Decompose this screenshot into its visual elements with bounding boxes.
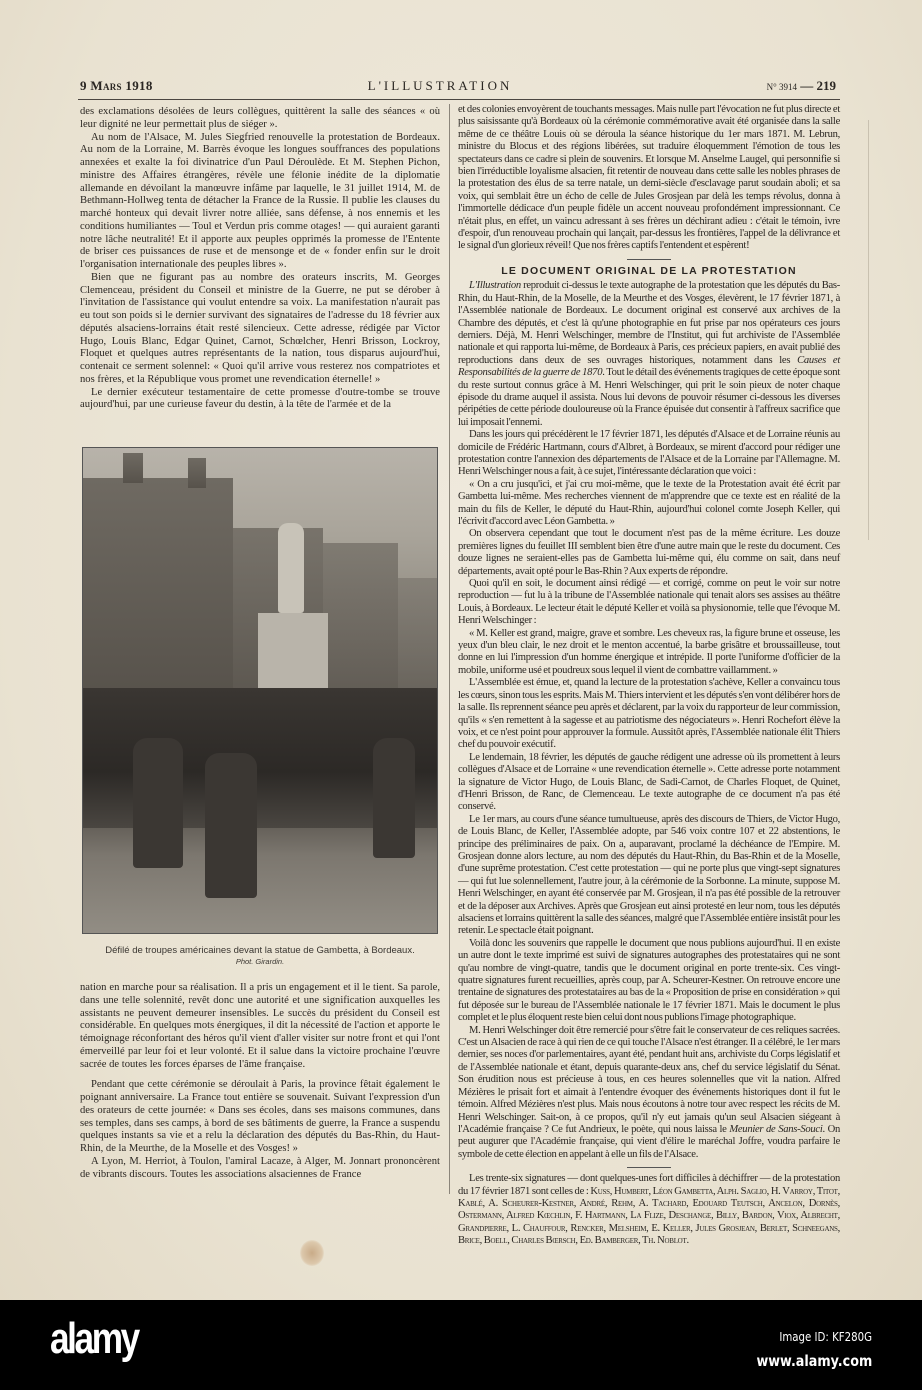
paragraph: A Lyon, M. Herriot, à Toulon, l'amiral Lacaze, à Alger, M. Jonnart prononcèrent de vibrants discours. Toutes les associations alsaciennes de France [80,1155,440,1180]
paragraph: Le dernier exécuteur testamentaire de cette promesse d'outre-tombe se trouve aujourd'hui, par une curieuse faveur du destin, à la tête de l'armée et de la [80,386,440,411]
alamy-logo: alamy [50,1314,138,1363]
paragraph: Dans les jours qui précédèrent le 17 février 1871, les députés d'Alsace et de Lorraine réunis au domicile de Frédéric Hartmann, cours d'Albret, à Bordeaux, se mirent d'accord pour rédiger une protestation contre l'annexion des départements de l'Alsace et de la Lorraine par l'Allemagne. M. Henri Welschinger nous a fait, à ce sujet, l'intéressante déclaration que voici : [458,429,840,478]
gambetta-statue [278,523,304,613]
paragraph: Voilà donc les souvenirs que rappelle le document que nous publions aujourd'hui. Il en existe un autre dont le texte imprimé est suivi de signatures autographes des protestataires qui ne sont qu'au nombre de vingt-quatre, tandis que le document original en porte trente-six. Ces vingt-quatre signatures furent recueillies, après coup, par A. Scheurer-Kestner. On retrouve encore une trentaine de signatures des protestataires au bas de la « Proposition de prise en considération » qui fut déposée sur le bureau de l'Assemblée nationale le 17 février 1871. Mais le document le plus complet et le plus éloquent reste bien celui dont nous publions l'image photographique. [458,937,840,1024]
section-rule [627,1167,671,1168]
header-rule [78,99,840,100]
paragraph: On observera cependant que tout le document n'est pas de la même écriture. Les douze premières lignes du feuillet III semblent bien être d'une autre main que le reste du document. Ces douze lignes ne seraient-elles pas de Gambetta lui-même qui, élu comme on sait, dans neuf départements, avait opté pour le Bas-Rhin ? Aux experts de répondre. [458,528,840,577]
watermark-footer [0,1300,922,1390]
paper-stain [300,1240,324,1266]
text: . Tout le détail des événements tragiques de cette époque sont du reste surtout connus grâce à M. Henri Welschinger, qui prit le soin pieux de noter chaque épisode du drame auquel il assista. Nous lui devons de pouvoir résumer ci-dessous les diverses péripéties de cette période douloureuse où la France épuisée dut consentir à l'affreux sacrifice que lui imposait l'ennemi. [458,367,840,428]
paragraph: Le 1er mars, au cours d'une séance tumultueuse, après des discours de Thiers, de Victor Hugo, de Louis Blanc, de Keller, l'Assemblée adopte, par 546 voix contre 107 et 22 abstentions, le principe des préliminaires de paix. On a, auparavant, proclamé la déchéance de l'Empire. M. Grosjean donne alors lecture, au nom des députés du Haut-Rhin, du Bas-Rhin et de la Moselle, d'une suprême protestation. C'est cette protestation — qui ne porte plus que vingt-sept signatures — qui fut lue solennellement, l'autre jour, à la cérémonie de la Sorbonne. La minute, suppose M. Henri Welschinger, en ayant été conservée par M. Grosjean, il n'a pas été possible de la retrouver et de la déposer aux Archives. Après que Grosjean eut ainsi protesté en leur nom, tous les députés alsaciens et lorrains quittèrent la salle des séances, malgré que l'Assemblée entière insistât pour les retenir. Le spectacle était poignant. [458,813,840,937]
date-year: 1918 [125,78,153,93]
soldier [373,738,415,858]
paragraph: Bien que ne figurant pas au nombre des orateurs inscrits, M. Georges Clemenceau, président du Conseil et ministre de la Guerre, ne put se dérober à l'invitation de l'assistance qui voulut entendre sa voix. La manifestation n'aurait pas eu tout son poids si le dernier survivant des signataires de l'adresse du 18 février aux députés alsaciens-lorrains était resté silencieux. Cette adresse, rédigée par Victor Hugo, Louis Blanc, Edgar Quinet, Carnot, Schœlcher, Henri Brisson, Lockroy, Floquet et quelques autres représentants de la nation, tous disparus aujourd'hui, contenait ce serment solennel: « Quoi qu'il arrive vous resterez nos compatriotes et nos frères, et la République vous promet une revendication éternelle! » [80,271,440,385]
left-column-top [80,106,440,412]
soldier [205,753,257,898]
paragraph: nation en marche pour sa réalisation. Il a pris un engagement et il le tient. Sa parole, dans une telle solennité, revêt donc une autorité et une signification auxquelles les assistants ne peuvent demeurer insensibles. Le succès du président du Conseil est considérable. En quelques mots énergiques, il dit la nécessité de l'action et apporte le témoignage réconfortant des héros qu'il vient d'aller visiter sur notre front et qui l'ont émerveillé par leur foi et leur volonté. Et il salue dans la victoire prochaine l'œuvre sacrée de toutes les forces éparses de l'âme française. [80,982,440,1070]
issue-date [80,78,153,94]
paragraph: L'Assemblée est émue, et, quand la lecture de la protestation s'achève, Keller a convaincu tous les cœurs, sinon tous les esprits. Mais M. Thiers intervient et les députés s'en vont délibérer hors de la salle. Ils reprennent séance peu après et déclarent, par la voix du rapporteur de leur commission, qu'ils « s'en remettent à la sagesse et au patriotisme des négociateurs ». Henri Rochefort élève la voix, et ce n'est point pour approuver la formule. Aussitôt après, l'Assemblée nationale élit Thiers chef du pouvoir exécutif. [458,677,840,751]
masthead-title: L'ILLUSTRATION [367,78,513,93]
building [83,478,233,698]
section-rule [627,259,671,260]
paragraph [458,1025,840,1161]
text: Les trente-six signatures — dont quelques-unes fort difficiles à déchiffrer — de la protestation du 17 février 1871 sont celles de : [458,1173,840,1197]
paragraph: « M. Keller est grand, maigre, grave et sombre. Les cheveux ras, la figure brune et osseuse, les yeux d'un bleu clair, le nez droit et le menton accentué, la barbe grisâtre et broussailleuse, tout donne en lui l'impression d'un homme énergique et intrépide. Il porte l'uniforme d'officier de la mobile, uniforme usé et poudreux sous lequel il vient de combattre vaillamment. » [458,627,840,676]
issue-label: N° 3914 [766,82,797,92]
photo-troops-gambetta-statue [82,447,438,934]
photo-caption [82,945,438,966]
book-title: Meunier de Sans-Souci [729,1123,823,1135]
paragraph: « On a cru jusqu'ici, et j'ai cru moi-même, que le texte de la Protestation avait été écrit par Gambetta lui-même. Mes recherches viennent de m'apprendre que ce texte est en réalité de la main du fils de Keller, le député du Haut-Rhin, aujourd'hui colonel comte Joseph Keller, qui l'écrivit d'accord avec Léon Gambetta. » [458,478,840,527]
paragraph: et des colonies envoyèrent de touchants messages. Mais nulle part l'évocation ne fut plus directe et plus saisissante qu'à Bordeaux où la cérémonie commémorative avait été organisée dans la salle même de ce théâtre Louis où se déroula la séance historique du 1er mars 1871. M. Lebrun, ministre du Blocus et des régions libérées, sut traduire éloquemment l'émotion de tous les spectateurs dans ce cadre si plein de souvenirs. Et lorsque M. Anselme Laugel, qui personnifie si bien l'irréductible loyalisme alsacien, fit retentir de nouveau dans cette salle les nobles phrases de la protestation des élus de sa terre natale, un demi-siècle d'esclavage parut soudain aboli; et sa voix, qui semblait être un écho de celle de Jules Grosjean par delà les temps révolus, donna à l'immortelle dédicace d'un peuple fidèle un accent nouveau profondément impressionnant. Ce n'était plus, en effet, un vaincu adressant à ses frères un déchirant adieu : c'était le témoin, ivre d'espoir, d'un renouveau prochain qui lançait, par-dessus les frontières, l'appel de la délivrance et le signal d'un glorieux réveil! Que nos frères captifs l'entendent et espèrent! [458,104,840,252]
chimney [123,453,143,483]
signatures-paragraph [458,1173,840,1247]
date-month: Mars [90,78,122,93]
publication-name: L'Illustration [469,280,521,292]
chimney [188,458,206,488]
image-id: Image ID: KF280G [779,1330,872,1344]
paragraph: Pendant que cette cérémonie se déroulait à Paris, la province fêtait également le poignant anniversaire. La France tout entière se souvenait. Suivant l'expression d'un des orateurs de cette journée: « Dans ses écoles, dans ses maisons communes, dans ses temples, dans ses camps, à bord de ses bâtiments de guerre, la France a suspendu quelques instants sa vie et a relu la déclaration des députés du Bas-Rhin, du Haut-Rhin, de la Meurthe, de la Moselle et des Vosges! » [80,1079,440,1154]
soldier [133,738,183,868]
caption-text: Défilé de troupes américaines devant la statue de Gambetta, à Bordeaux. [105,945,415,956]
page-number: — 219 [800,78,836,93]
building [398,578,437,698]
site-url: www.alamy.com [756,1352,872,1370]
paragraph [458,280,840,429]
right-column [458,104,840,1248]
paragraph: des exclamations désolées de leurs collègues, quittèrent la salle des séances « où leur dignité ne leur permettait plus de siéger ». [80,106,440,130]
text: M. Henri Welschinger doit être remercié pour s'être fait le conservateur de ces reliques sacrées. C'est un Alsacien de race à qui rien de ce qui touche l'Alsace n'est étranger. Il a célébré, le 1er mars dernier, ses noces d'or parlementaires, ayant été, pendant huit ans, archiviste du Corps législatif et de l'Assemblée nationale et étant, depuis quarante-deux ans, chef du service législatif du Sénat. Son érudition nous est précieuse à tous, en ces heures solennelles que vit la nation. Alfred Mézières le prisait fort et aimait à l'entendre évoquer des événements historiques dont il fut le témoin. Alfred Mézières n'est plus. Mais nous écoutons à notre tour avec respect les récits de M. Henri Welschinger. Sait-on, à ce propos, qu'il n'y eut jamais qu'un seul Alsacien siégeant à l'Académie française ? Ce fut Andrieux, le poète, qui nous laissa le [458,1024,840,1135]
signature-list: Kuss, Humbert, Léon Gambetta, Alph. Saglio, H. Varroy, Titot, Kablé, A. Scheurer-Kestner, André, Rehm, A. Tachard, Edouard Teutsch, Ancelon, Dornès, Ostermann, Alfred Kœchlin, F. Hartmann, La Flize, Deschange, Billy, Bardon, Viox, Albrecht, Grandpierre, L. Chauffour, Rencker, Melsheim, E. Keller, Jules Grosjean, Berlet, Schneegans, Brice, Boell, Charles Bœrsch, Ed. Bamberger, Th. Noblot. [458,1185,840,1247]
text: reproduit ci-dessus le texte autographe de la protestation que les députés du Bas-Rhin, du Haut-Rhin, de la Moselle, de la Meurthe et des Vosges, élevèrent, le 17 février 1871, à l'Assemblée nationale de Bordeaux. Le document original est conservé aux archives de la Chambre des députés, et c'est là qu'une photographie en fut prise par nos opérateurs ces jours derniers. Déjà, M. Henri Welschinger, membre de l'Institut, qui fut archiviste de l'Assemblée nationale et qui rapporta lui-même, de Bordeaux à Paris, ces précieux papiers, en avait publié des reproductions dans deux de ses ouvrages historiques, notamment dans les [458,280,840,366]
margin-line [868,120,869,540]
book-title: Causes et Responsabilités de la guerre de 1870 [458,354,841,379]
paragraph: Quoi qu'il en soit, le document ainsi rédigé — et corrigé, comme on peut le voir sur notre reproduction — fut lu à la tribune de l'Assemblée nationale qui tenait alors ses assises au théâtre Louis, à Bordeaux. Le lecteur était le député Keller et voilà sa physionomie, telle que l'évoque M. Henri Welschinger : [458,578,840,627]
building [323,543,398,693]
column-divider [449,104,450,1194]
date-day: 9 [80,78,87,93]
left-column-bottom [80,982,440,1181]
text: . On peut augurer que l'Académie française, qui vient d'élire le maréchal Joffre, voudra parfaire le symbole de cette élection en appelant à elle un fils de l'Alsace. [458,1123,841,1160]
issue-number [767,78,836,94]
paragraph: Le lendemain, 18 février, les députés de gauche rédigent une adresse où ils promettent à leurs collègues d'Alsace et de Lorraine « une revendication éternelle ». Cette adresse porte notamment la signature de Victor Hugo, de Louis Blanc, de Sadi-Carnot, de Charles Floquet, de Quinet, d'Henri Brisson, de Ranc, de Clemenceau. Le texte autographe de ce document n'a pas été conservé. [458,751,840,813]
section-heading: LE DOCUMENT ORIGINAL DE LA PROTESTATION [501,264,797,277]
paragraph: Au nom de l'Alsace, M. Jules Siegfried renouvelle la protestation de Bordeaux. Au nom de la Lorraine, M. Barrès évoque les longues souffrances des populations annexées et exalte la foi divinatrice d'un Paul Déroulède. Et M. Stephen Pichon, ministre des Affaires étrangères, révèle une félonie inédite de la diplomatie allemande en dévoilant la manœuvre infâme par laquelle, le 31 juillet 1914, M. de Bethmann-Hollweg tenta de détacher la France de la Russie. Il publie les clauses du marché honteux qui devait livrer notre alliée, sans défense, à nos ennemis et les conditions humiliantes — Toul et Verdun pris comme otages! — qui auraient garanti notre lâche neutralité! Et il apporte aux peuples opprimés la promesse de l'Entente de briser ces puissances de ruse et de mensonge et de « fonder enfin sur le droit l'organisation internationale des peuples libres ». [80,131,440,270]
photo-credit: Phot. Girardin. [235,957,285,966]
statue-pedestal [258,613,328,693]
